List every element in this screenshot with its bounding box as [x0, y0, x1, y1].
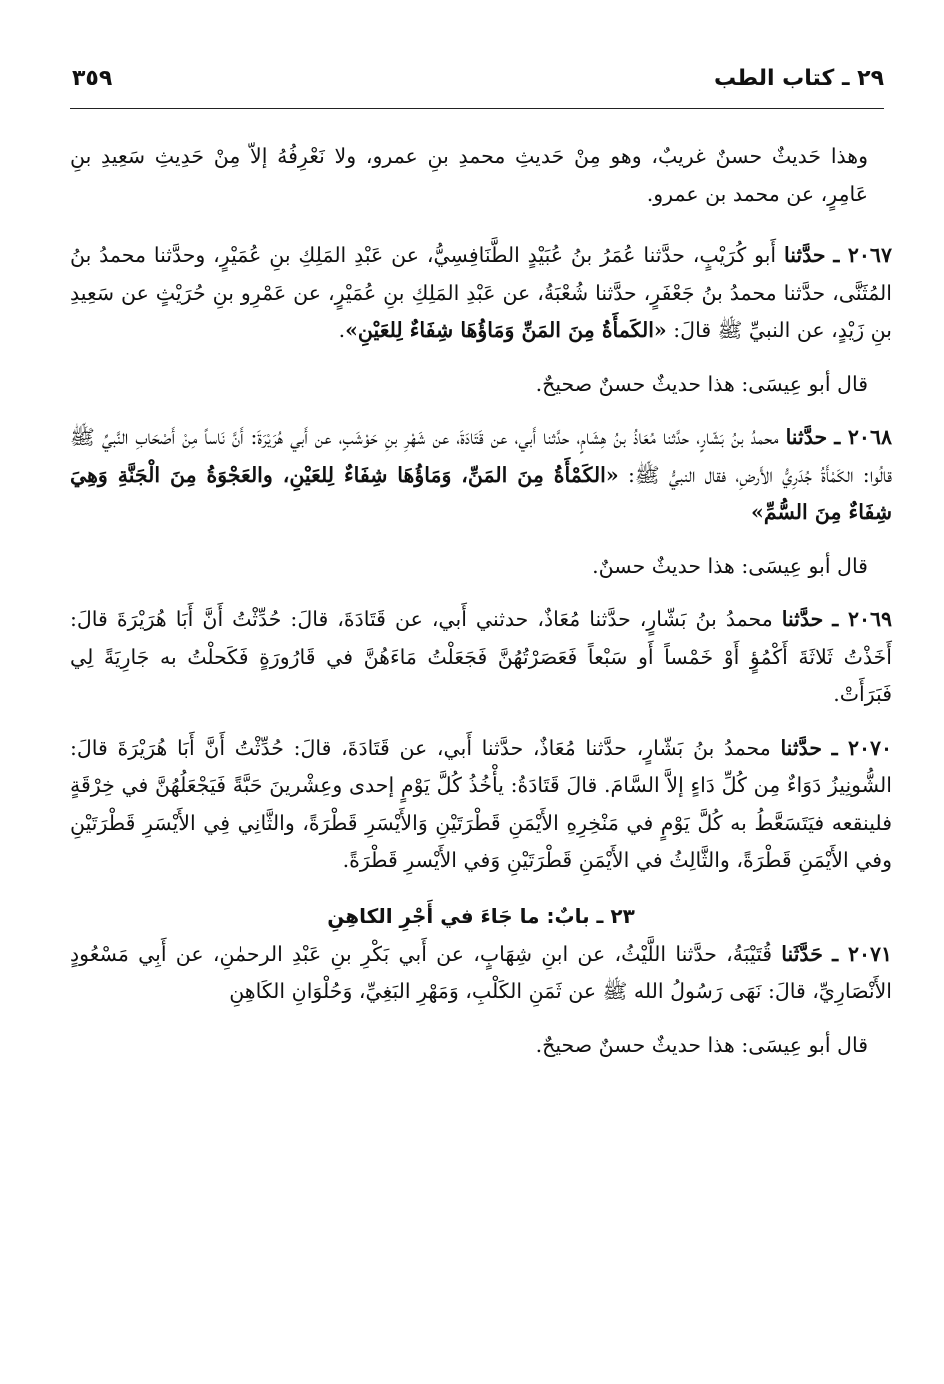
grading-note: قال أبو عِيسَى: هذا حديثٌ حسنٌ.: [592, 553, 868, 578]
chapter-heading: ٢٣ ـ بابٌ: ما جَاءَ في أَجْرِ الكاهِنِ: [327, 903, 635, 928]
isnad-text: محمدُ بنُ بَشّارٍ، حدَّثنا مُعَاذُ بنُ هِشَامٍ، حدَّثنا أَبي، عن قَتَادَةَ، عن شَهْرِ بنِ حَوْشَبٍ، عن أَبي هُرَيْرَةَ: أَنَّ نَاساً مِنْ أَصْحَابِ النَّبيِّ ﷺ قالُوا: الكَمْأَةُ جُدَرِيُّ الأَرضِ، فقال النبيُّ ﷺ:: [70, 425, 892, 487]
hadith-text: محمدُ بنُ بَشّارٍ، حدَّثنا مُعَاذٌ، حدَّثنا أَبي، عن قَتَادَةَ، قالَ: حُدِّثْتُ أَنَّ أَبَا هُرَيْرَةَ قالَ: الشُّونِيزُ دَوَاءٌ مِن كُلِّ دَاءٍ إلاَّ السَّامَ. قالَ قَتَادَةُ: يأْخُذُ كُلَّ يَوْمٍ إحدى وعِشْرينَ حَبَّةً فَيَجْعَلُهُنَّ في خِرْقَةٍ فلينقعه فيَتَسَعَّطُ به كُلَّ يَوْمٍ في مَنْخِرِهِ الأَيْمَنِ قَطْرَتَيْنِ وَالأَيْسَرِ قَطْرَةً، والثَّانِي فِي الأَيْسَرِ قَطْرَتَيْنِ وفي الأَيْمَنِ قَطْرَةً، والثَّالِثُ في الأَيْمَنِ قَطْرَتَيْنِ وَفي الأَيْسرِ قَطْرَةً.: [70, 735, 892, 872]
haddathana-word: حدَّثنا: [785, 425, 828, 449]
hadith-2071: [70, 936, 892, 1011]
grading-note: وهذا حَديثٌ حسنٌ غريبٌ، وهو مِنْ حَديثِ محمدِ بنِ عمرو، ولا نَعْرِفُهُ إلاّ مِنْ حَدِيثِ سَعِيدِ بنِ عَامِرٍ، عن محمد بن عمرو.: [70, 144, 868, 206]
grading-note: قال أبو عِيسَى: هذا حديثٌ حسنٌ صحيحٌ.: [535, 1032, 868, 1057]
hadith-text: محمدُ بنُ بَشّارٍ، حدَّثنا مُعَاذٌ، حدثني أَبي، عن قَتَادَةَ، قالَ: حُدِّثْتُ أَنَّ أَبَا هُرَيْرَةَ قالَ: أَخَذْتُ ثَلاثَةَ أَكْمُؤٍ أَوْ خَمْساً أَو سَبْعاً فَعَصَرْتُهُنَّ فَجَعَلْتُ مَاءَهُنَّ في قَارُورَةٍ فَكَحلْتُ به جَارِيَةً لِي فَبَرَأَتْ.: [70, 607, 892, 706]
haddathana-word: حدَّثنا: [783, 243, 826, 267]
hadith-text: قُتَيْبَةُ، حدَّثنا اللَّيْثُ، عن ابنِ شِهَابٍ، عن أَبي بَكْرِ بنِ عَبْدِ الرحمٰنِ، عن أَبِي مَسْعُودٍ الأَنْصَارِيِّ، قالَ: نَهَى رَسُولُ الله ﷺ عن ثَمَنِ الكَلْبِ، وَمَهْرِ البَغِيِّ، وَحُلْوَانِ الكَاهِنِ: [70, 941, 892, 1003]
haddathana-word: حدَّثنا: [780, 735, 823, 760]
hadith-number: ٢٠٧٠ ـ: [831, 735, 892, 760]
isnad-text: أَبو كُرَيْبٍ، حدَّثنا عُمَرُ بنُ عُبَيْدٍ الطَّنَافِسِيُّ، عن عَبْدِ المَلِكِ بنِ عُمَيْرٍ، وحدَّثنا محمدُ بنُ المُثَنَّى، حدَّثنا محمدُ بنُ جَعْفَرٍ، حدَّثنا شُعْبَةُ، عن عَبْدِ المَلِكِ بنِ عُمَيْرٍ، عن عَمْرِو بنِ حُرَيْثٍ عن سَعِيدِ بنِ زَيْدٍ، عن النبيِّ ﷺ قالَ:: [70, 243, 892, 342]
hadith-number: ٢٠٦٨ ـ: [834, 425, 892, 449]
page-header: [70, 64, 884, 109]
running-title: ٢٩ ـ كتاب الطب: [713, 66, 884, 91]
hadith-2068: [70, 419, 892, 532]
hadith-number: ٢٠٦٩ ـ: [832, 607, 892, 631]
hadith-number: ٢٠٧١ ـ: [832, 941, 892, 966]
page-body: [70, 138, 892, 1064]
end-mark: .: [338, 318, 346, 342]
haddathana-word: حدَّثنا: [781, 607, 824, 631]
haddathana-word: حَدَّثَنا: [781, 941, 823, 966]
matn-text: «الكَمأَةُ مِنَ المَنِّ وَمَاؤُهَا شِفَاءٌ لِلعَيْنِ»: [345, 318, 667, 342]
hadith-2069: [70, 601, 892, 714]
hadith-number: ٢٠٦٧ ـ: [833, 243, 892, 267]
hadith-2070: [70, 730, 892, 880]
page-number: ٣٥٩: [72, 66, 113, 91]
grading-note: قال أبو عِيسَى: هذا حديثٌ حسنٌ صحيحٌ.: [535, 371, 868, 396]
hadith-2067: [70, 237, 892, 350]
matn-text: «الكَمْأَةُ مِنَ المَنِّ، وَمَاؤُهَا شِفَاءٌ لِلعَيْنِ، والعَجْوَةُ مِنَ الْجَنَّةِ وَهِيَ شِفَاءٌ مِنَ السُّمِّ»: [70, 462, 892, 524]
